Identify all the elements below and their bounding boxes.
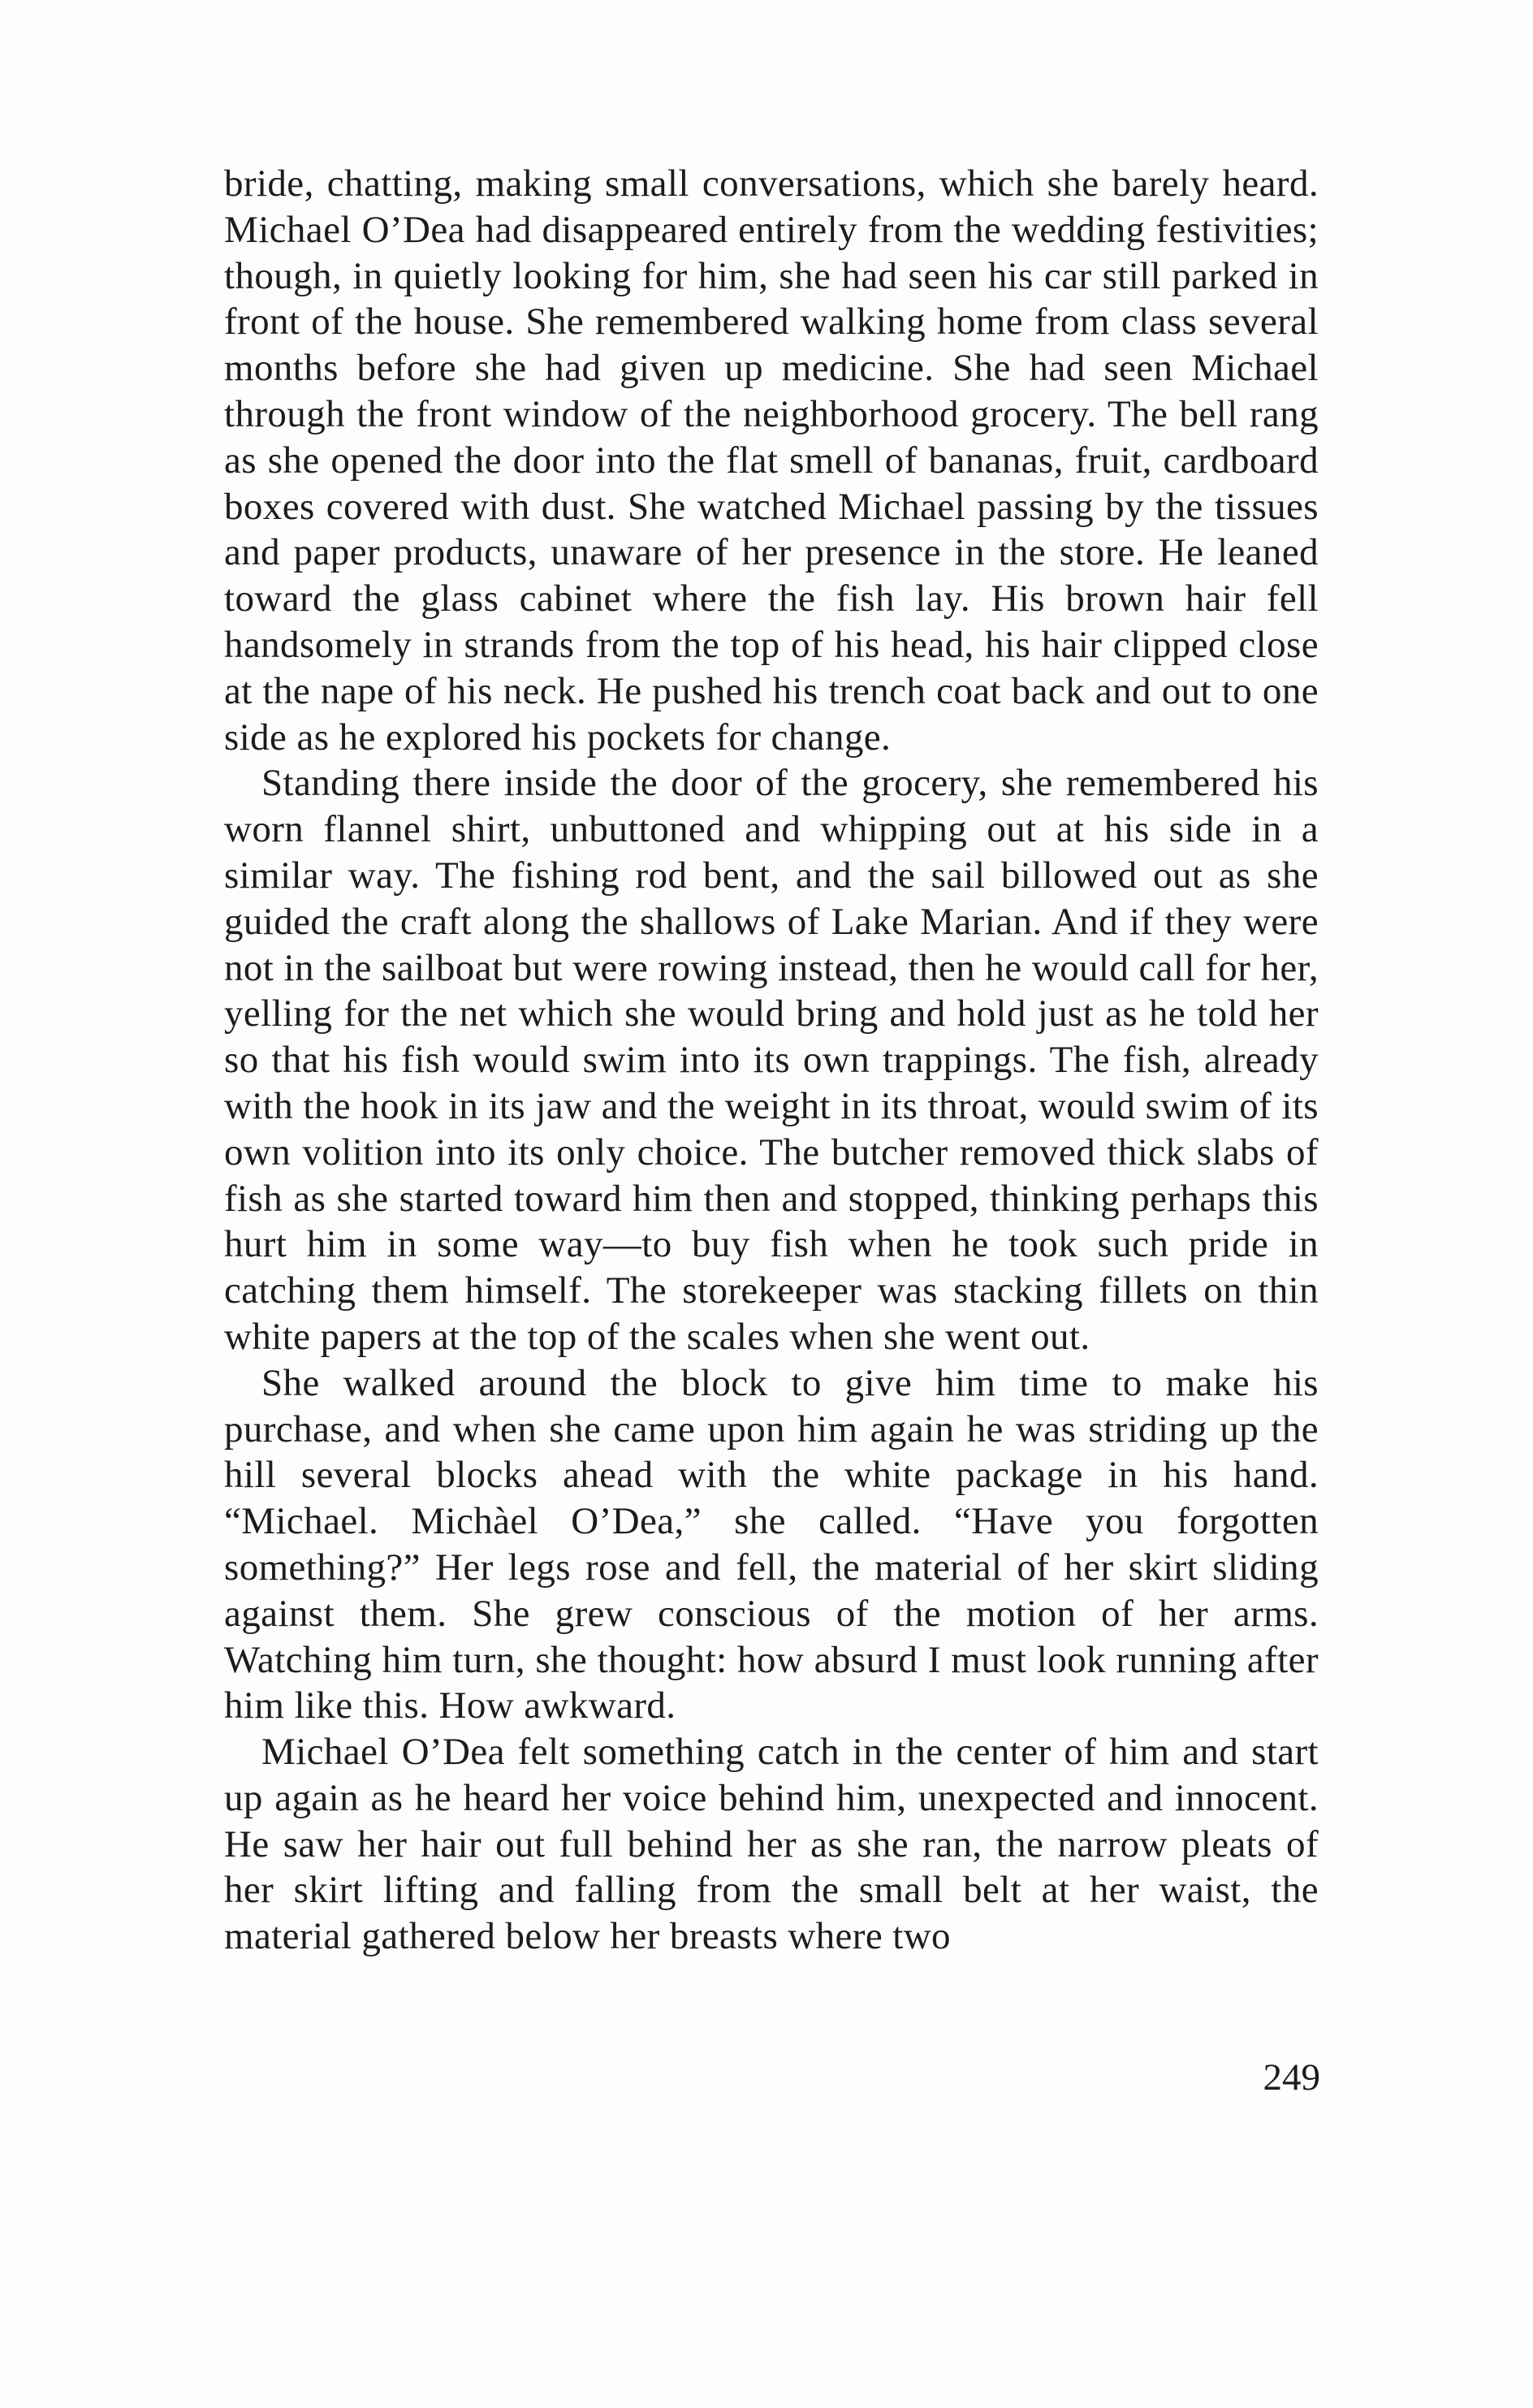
body-text	[224, 161, 1319, 1960]
paragraph-calling-michael: She walked around the block to give him time to make his purchase, and when she came upon him again he was striding up the hill several blocks ahead with the white package in his hand. “Michael. Michàel O’Dea,” she called. “Have you forgotten something?” Her legs rose and fell, the material of her skirt sliding against them. She grew conscious of the motion of her arms. Watching him turn, she thought: how absurd I must look running after him like this. How awkward.	[224, 1361, 1319, 1727]
paragraph-grocery-memory: Standing there inside the door of the grocery, she remembered his worn flannel shirt, unbuttoned and whipping out at his side in a similar way. The fishing rod bent, and the sail billowed out as she guided the craft along the shallows of Lake Marian. And if they were not in the sailboat but were rowing instead, then he would call for her, yelling for the net which she would bring and hold just as he told her so that his fish would swim into its own trappings. The fish, already with the hook in its jaw and the weight in its throat, would swim of its own volition into its only choice. The butcher removed thick slabs of fish as she started toward him then and stopped, thinking perhaps this hurt him in some way—to buy fish when he took such pride in catching them himself. The storekeeper was stacking fillets on thin white papers at the top of the scales when she went out.	[224, 762, 1319, 1358]
paragraph-michael-hears: Michael O’Dea felt something catch in the center of him and start up again as he heard her voice behind him, unexpected and innocent. He saw her hair out full behind her as she ran, the narrow pleats of her skirt lifting and falling from the small belt at her waist, the material gathered below her breasts where two	[224, 1731, 1319, 1958]
page-number: 249	[1263, 2056, 1320, 2099]
paragraph-continuation: bride, chatting, making small conversations, which she barely heard. Michael O’Dea had disappeared entirely from the wedding festivities; though, in quietly looking for him, she had seen his car still parked in front of the house. She remembered walking home from class several months before she had given up medicine. She had seen Michael through the front window of the neighborhood grocery. The bell rang as she opened the door into the flat smell of bananas, fruit, cardboard boxes covered with dust. She watched Michael passing by the tissues and paper products, unaware of her presence in the store. He leaned toward the glass cabinet where the fish lay. His brown hair fell handsomely in strands from the top of his head, his hair clipped close at the nape of his neck. He pushed his trench coat back and out to one side as he explored his pockets for change.	[224, 162, 1319, 759]
